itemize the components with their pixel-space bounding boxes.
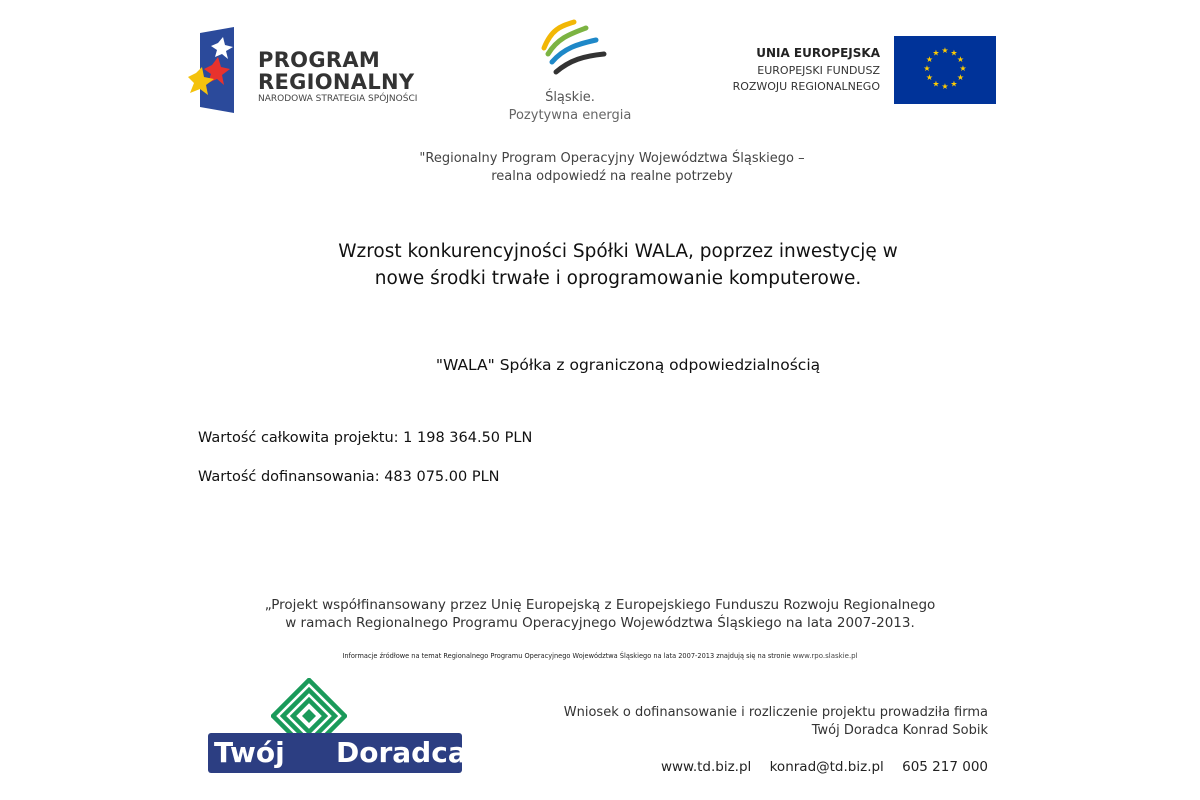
firm-line-1: Wniosek o dofinansowanie i rozliczenie projektu prowadziła firma	[563, 705, 988, 720]
program-regionalny-subtitle: NARODOWA STRATEGIA SPÓJNOŚCI	[258, 94, 418, 104]
svg-text:★: ★	[959, 64, 967, 73]
total-value: Wartość całkowita projektu: 1 198 364.50 PLN	[198, 430, 533, 446]
project-title-line-2: nowe środki trwałe i oprogramowanie komputerowe.	[374, 268, 862, 289]
program-regionalny-title-2: REGIONALNY	[258, 70, 415, 94]
svg-text:★: ★	[950, 79, 958, 89]
source-info-text: Informacje źródłowe na temat Regionalnego Programu Operacyjnego Województwa Śląskiego na lata 2007-2013 znajdują się na stronie	[342, 652, 791, 660]
program-regionalny-logo	[188, 27, 458, 117]
email-link[interactable]: konrad@td.biz.pl	[769, 759, 884, 775]
slaskie-logo	[500, 18, 640, 128]
svg-text:★: ★	[925, 55, 934, 64]
program-line-2: realna odpowiedź na realne potrzeby	[491, 169, 733, 184]
eu-line-3: ROZWOJU REGIONALNEGO	[732, 80, 880, 93]
svg-text:★: ★	[932, 48, 940, 58]
svg-text:★: ★	[941, 46, 949, 55]
firm-line-2: Twój Doradca Konrad Sobik	[811, 723, 988, 738]
doradca-banner	[208, 733, 467, 773]
svg-text:★: ★	[923, 64, 931, 73]
program-heading	[300, 150, 924, 186]
svg-text:★: ★	[925, 73, 934, 82]
slaskie-waves-icon	[500, 18, 640, 88]
doradca-word-1: Twój	[214, 736, 285, 769]
eu-line-2: EUROPEJSKI FUNDUSZ	[757, 64, 880, 77]
eu-flag-icon	[894, 36, 996, 104]
phone-number: 605 217 000	[902, 759, 988, 775]
svg-text:★: ★	[956, 73, 965, 82]
contact-info	[647, 759, 988, 775]
svg-text:★: ★	[956, 55, 965, 64]
source-info	[210, 652, 990, 660]
svg-text:★: ★	[932, 79, 940, 89]
cofinancing-statement	[200, 596, 1000, 632]
slaskie-name: Śląskie.	[545, 90, 595, 105]
program-line-1: "Regionalny Program Operacyjny Województwa Śląskiego –	[419, 151, 805, 166]
cofinancing-line-1: „Projekt współfinansowany przez Unię Europejską z Europejskiego Funduszu Rozwoju Regionalnego	[264, 597, 936, 613]
cofinancing-line-2: w ramach Regionalnego Programu Operacyjnego Województwa Śląskiego na lata 2007-2013.	[285, 615, 915, 631]
firm-info	[564, 704, 988, 740]
company-name: "WALA" Spółka z ograniczoną odpowiedzialnością	[435, 356, 821, 374]
program-regionalny-title-1: PROGRAM	[258, 48, 381, 72]
website-link[interactable]: www.td.biz.pl	[660, 759, 752, 775]
svg-text:★: ★	[950, 48, 958, 58]
project-title-line-1: Wzrost konkurencyjności Spółki WALA, poprzez inwestycję w	[338, 241, 898, 262]
program-regionalny-emblem-icon	[188, 27, 248, 117]
svg-text:★: ★	[941, 82, 949, 91]
slaskie-tagline: Pozytywna energia	[508, 108, 632, 123]
eu-line-1: UNIA EUROPEJSKA	[756, 46, 880, 60]
cofinancing-value: Wartość dofinansowania: 483 075.00 PLN	[198, 469, 500, 485]
source-info-url[interactable]: www.rpo.slaskie.pl	[792, 652, 858, 660]
eu-logo	[700, 36, 996, 106]
twoj-doradca-logo	[205, 678, 467, 778]
doradca-word-2: Doradca	[336, 736, 467, 769]
project-title	[200, 238, 1036, 292]
